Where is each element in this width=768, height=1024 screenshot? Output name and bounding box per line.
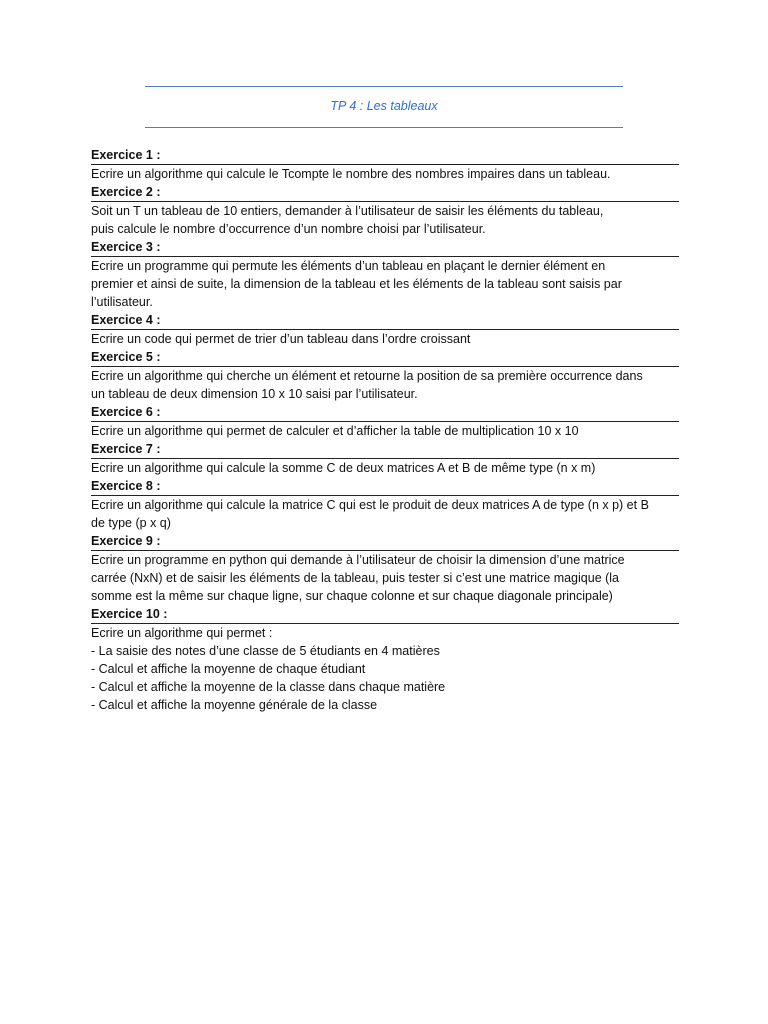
exercise-9: [91, 532, 679, 605]
statement-line: Ecrire un programme en python qui demande à l’utilisateur de choisir la dimension d’une matrice: [91, 553, 625, 567]
statement-line: de type (p x q): [91, 516, 171, 530]
statement-line: Ecrire un algorithme qui cherche un élément et retourne la position de sa première occurrence dans: [91, 369, 643, 383]
exercise-heading: Exercice 2 :: [91, 185, 161, 199]
statement-line: un tableau de deux dimension 10 x 10 saisi par l’utilisateur.: [91, 387, 418, 401]
title-bottom-rule: [145, 127, 623, 128]
exercise-5: [91, 348, 679, 403]
statement-line: Ecrire un code qui permet de trier d’un tableau dans l’ordre croissant: [91, 332, 471, 346]
statement-line: Ecrire un algorithme qui permet :: [91, 626, 273, 640]
statement-line: Ecrire un algorithme qui permet de calculer et d’afficher la table de multiplication 10 x 10: [91, 424, 579, 438]
statement-line: Soit un T un tableau de 10 entiers, demander à l’utilisateur de saisir les éléments du tableau,: [91, 204, 604, 218]
exercise-3: [91, 238, 679, 311]
exercise-statement: [91, 164, 679, 183]
statement-line: premier et ainsi de suite, la dimension de la tableau et les éléments de la tableau sont saisis par: [91, 277, 622, 291]
statement-line: - Calcul et affiche la moyenne de chaque étudiant: [91, 662, 366, 676]
exercise-heading: Exercice 1 :: [91, 148, 161, 162]
exercise-1: [91, 146, 679, 183]
exercise-heading: Exercice 3 :: [91, 240, 161, 254]
title-top-rule: [145, 86, 623, 87]
exercise-2: [91, 183, 679, 238]
exercise-statement: [91, 256, 679, 311]
exercise-statement: [91, 458, 679, 477]
exercise-heading: Exercice 5 :: [91, 350, 161, 364]
exercise-heading: Exercice 8 :: [91, 479, 161, 493]
statement-line: - Calcul et affiche la moyenne générale de la classe: [91, 698, 378, 712]
exercise-6: [91, 403, 679, 440]
exercise-heading: Exercice 7 :: [91, 442, 161, 456]
exercise-statement: [91, 366, 679, 403]
statement-line: Ecrire un programme qui permute les éléments d’un tableau en plaçant le dernier élément en: [91, 259, 606, 273]
exercise-heading: Exercice 9 :: [91, 534, 161, 548]
exercise-statement: [91, 495, 679, 532]
statement-line: Ecrire un algorithme qui calcule la matrice C qui est le produit de deux matrices A de type (n x p) et B: [91, 498, 649, 512]
exercise-heading: Exercice 6 :: [91, 405, 161, 419]
statement-line: Ecrire un algorithme qui calcule le Tcompte le nombre des nombres impaires dans un tableau.: [91, 167, 611, 181]
statement-line: carrée (NxN) et de saisir les éléments de la tableau, puis tester si c’est une matrice magique (la: [91, 571, 620, 585]
statement-line: - La saisie des notes d’une classe de 5 étudiants en 4 matières: [91, 644, 440, 658]
exercise-heading: Exercice 10 :: [91, 607, 168, 621]
exercise-8: [91, 477, 679, 532]
statement-line: l’utilisateur.: [91, 295, 153, 309]
exercise-heading: Exercice 4 :: [91, 313, 161, 327]
exercise-list: [91, 146, 679, 714]
exercise-statement: [91, 550, 679, 605]
exercise-statement: [91, 201, 679, 238]
exercise-4: [91, 311, 679, 348]
document-title: TP 4 : Les tableaux: [330, 99, 438, 113]
title-block: [145, 86, 623, 128]
exercise-statement: [91, 623, 679, 714]
exercise-7: [91, 440, 679, 477]
statement-line: Ecrire un algorithme qui calcule la somme C de deux matrices A et B de même type (n x m): [91, 461, 596, 475]
statement-line: - Calcul et affiche la moyenne de la classe dans chaque matière: [91, 680, 446, 694]
statement-line: somme est la même sur chaque ligne, sur chaque colonne et sur chaque diagonale principale): [91, 589, 613, 603]
exercise-10: [91, 605, 679, 714]
exercise-statement: [91, 421, 679, 440]
statement-line: puis calcule le nombre d’occurrence d’un nombre choisi par l’utilisateur.: [91, 222, 486, 236]
exercise-statement: [91, 329, 679, 348]
